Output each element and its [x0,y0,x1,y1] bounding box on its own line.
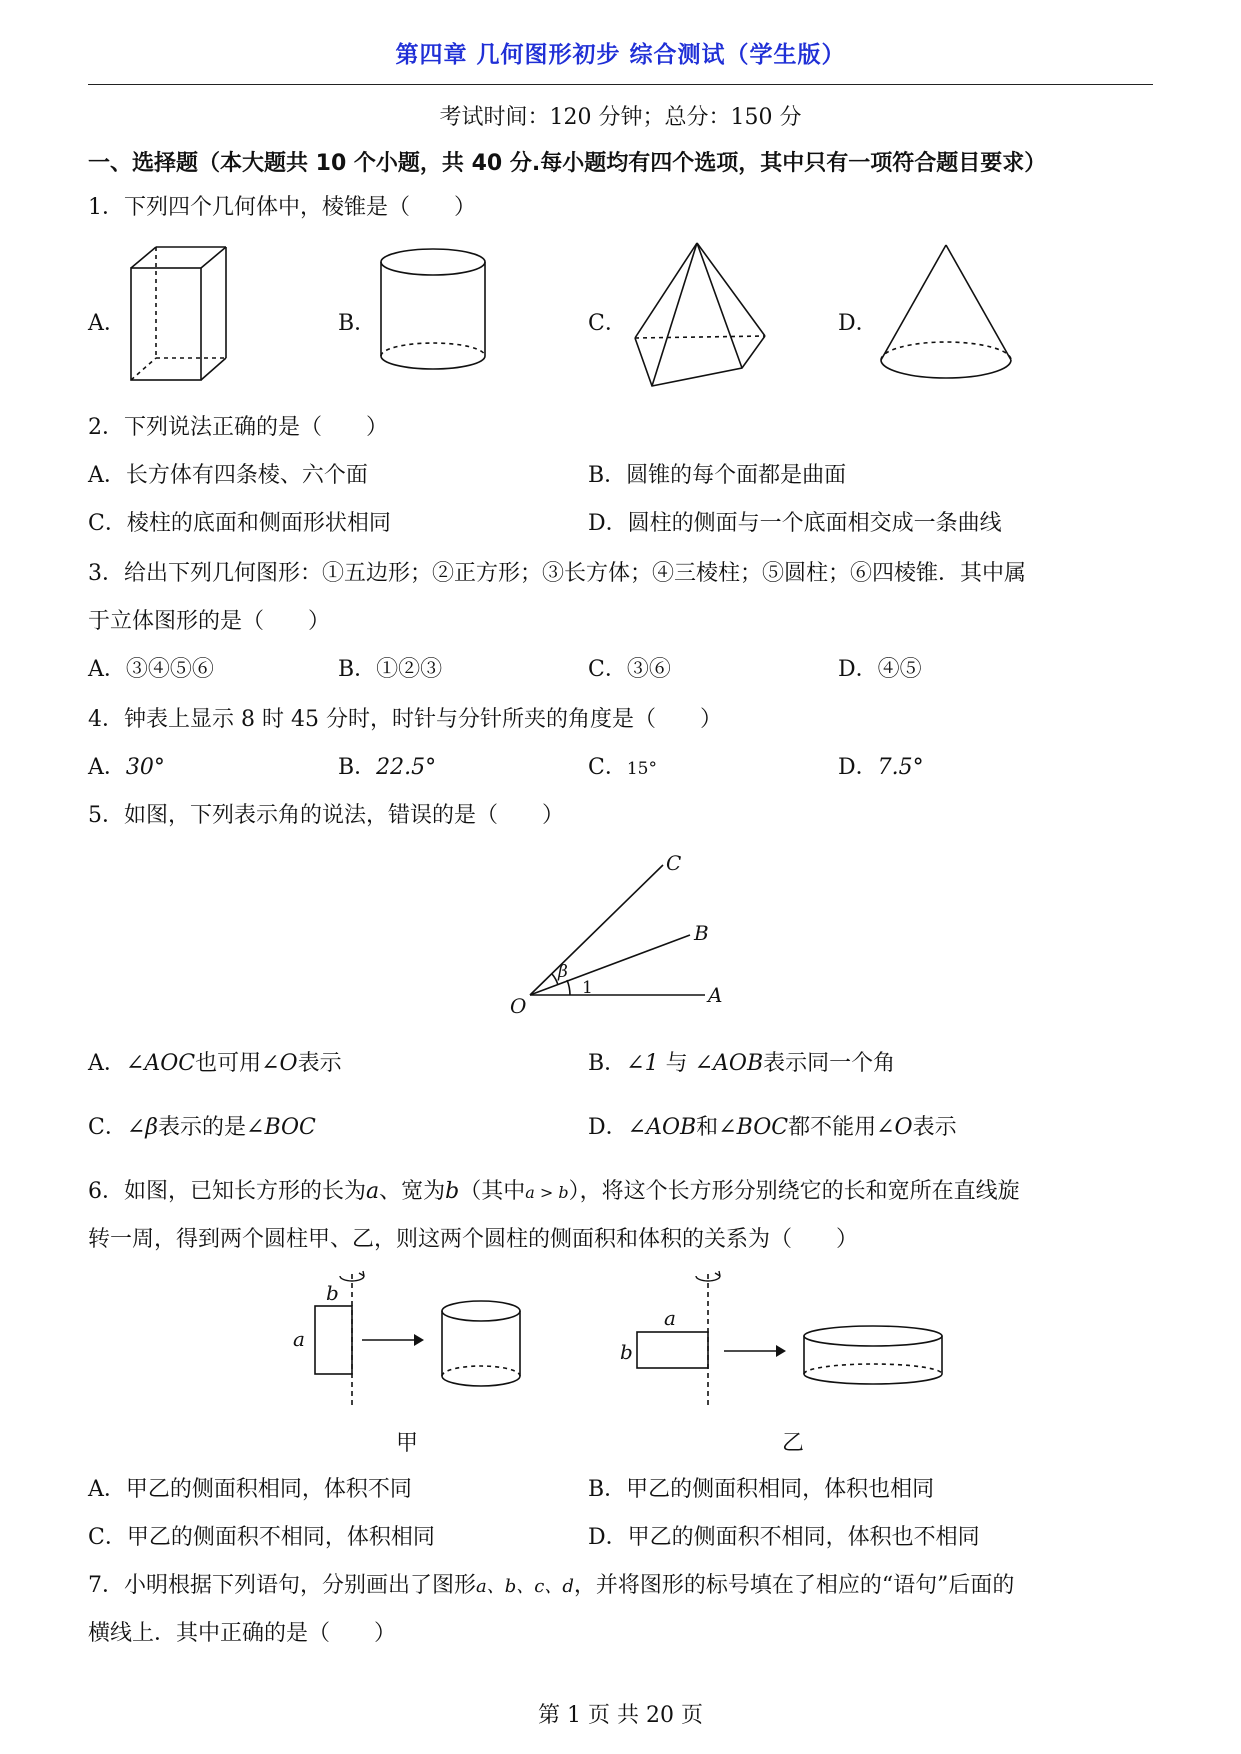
exam-info: 考试时间：120 分钟；总分：150 分 [439,105,802,130]
header-divider [88,84,1153,85]
q1-option-c-label: C． [588,311,627,336]
label-one: 1 [582,978,593,998]
question-3-stem-line2: 于立体图形的是（ ） [88,609,331,634]
question-2-stem: 2．下列说法正确的是（ ） [88,415,388,440]
label-a: A [708,983,723,1007]
label-b-jia: b [326,1281,339,1305]
q5-option-a: A．∠AOC也可用∠O表示 [88,1051,342,1076]
q2-option-a: A．长方体有四条棱、六个面 [88,463,368,488]
document-title: 第四章 几何图形初步 综合测试（学生版） [395,42,846,68]
question-6-stem-line2: 转一周，得到两个圆柱甲、乙，则这两个圆柱的侧面积和体积的关系为（ ） [88,1227,859,1252]
q5-option-b: B．∠1 与 ∠AOB表示同一个角 [588,1051,896,1076]
section-heading: 一、选择题（本大题共 10 个小题，共 40 分.每小题均有四个选项，其中只有一项符合题目要求） [88,151,1047,176]
question-6-stem-line1: 6．如图，已知长方形的长为a、宽为b（其中a > b），将这个长方形分别绕它的长和宽所在直线旋 [88,1179,1020,1204]
label-b-yi: b [620,1340,633,1364]
label-a-jia: a [293,1327,305,1351]
label-b: B [694,921,709,945]
q6-option-d: D．甲乙的侧面积不相同，体积也不相同 [588,1525,980,1550]
q2-option-c: C．棱柱的底面和侧面形状相同 [88,511,391,536]
q2-option-b: B．圆锥的每个面都是曲面 [588,463,847,488]
rotation-figure-jia [290,1264,530,1412]
label-a-yi: a [664,1306,676,1330]
question-3-stem-line1: 3．给出下列几何图形：①五边形；②正方形；③长方体；④三棱柱；⑤圆柱；⑥四棱锥．其中属 [88,561,1027,586]
label-beta: β [558,962,568,982]
q1-option-a-label: A． [88,311,126,336]
q2-option-d: D．圆柱的侧面与一个底面相交成一条曲线 [588,511,1002,536]
cone-figure [878,242,1018,382]
q3-option-a: A．③④⑤⑥ [88,657,214,682]
label-o: O [510,994,527,1018]
question-1-stem: 1．下列四个几何体中，棱锥是（ ） [88,195,476,220]
question-4-stem: 4．钟表上显示 8 时 45 分时，时针与分针所夹的角度是（ ） [88,707,722,732]
question-5-stem: 5．如图，下列表示角的说法，错误的是（ ） [88,803,564,828]
question-7-stem-line1: 7．小明根据下列语句，分别画出了图形a、b、c、d，并将图形的标号填在了相应的“语句”后面的 [88,1573,1015,1598]
q1-option-d-label: D． [838,311,878,336]
cylinder-figure [378,246,490,376]
q4-option-c: C．15° [588,755,657,780]
q4-option-d: D．7.5° [838,755,924,780]
angle-figure [500,840,740,1020]
q3-option-b: B．①②③ [338,657,443,682]
q5-option-c: C．∠β表示的是∠BOC [88,1115,316,1140]
q3-option-d: D．④⑤ [838,657,922,682]
q6-option-c: C．甲乙的侧面积不相同，体积相同 [88,1525,435,1550]
q4-option-b: B．22.5° [338,755,437,780]
page-number: 第 1 页 共 20 页 [538,1703,703,1728]
q6-option-b: B．甲乙的侧面积相同，体积也相同 [588,1477,935,1502]
q5-option-d: D．∠AOB和∠BOC都不能用∠O表示 [588,1115,957,1140]
question-7-stem-line2: 横线上．其中正确的是（ ） [88,1621,397,1646]
caption-jia: 甲 [396,1431,419,1456]
q6-option-a: A．甲乙的侧面积相同，体积不同 [88,1477,412,1502]
pyramid-figure [628,240,768,390]
q1-option-b-label: B． [338,311,377,336]
caption-yi: 乙 [782,1431,805,1456]
q3-option-c: C．③⑥ [588,657,671,682]
label-c: C [666,851,682,875]
rotation-figure-yi [612,1264,962,1412]
cuboid-figure [128,244,238,384]
q4-option-a: A．30° [88,755,165,780]
